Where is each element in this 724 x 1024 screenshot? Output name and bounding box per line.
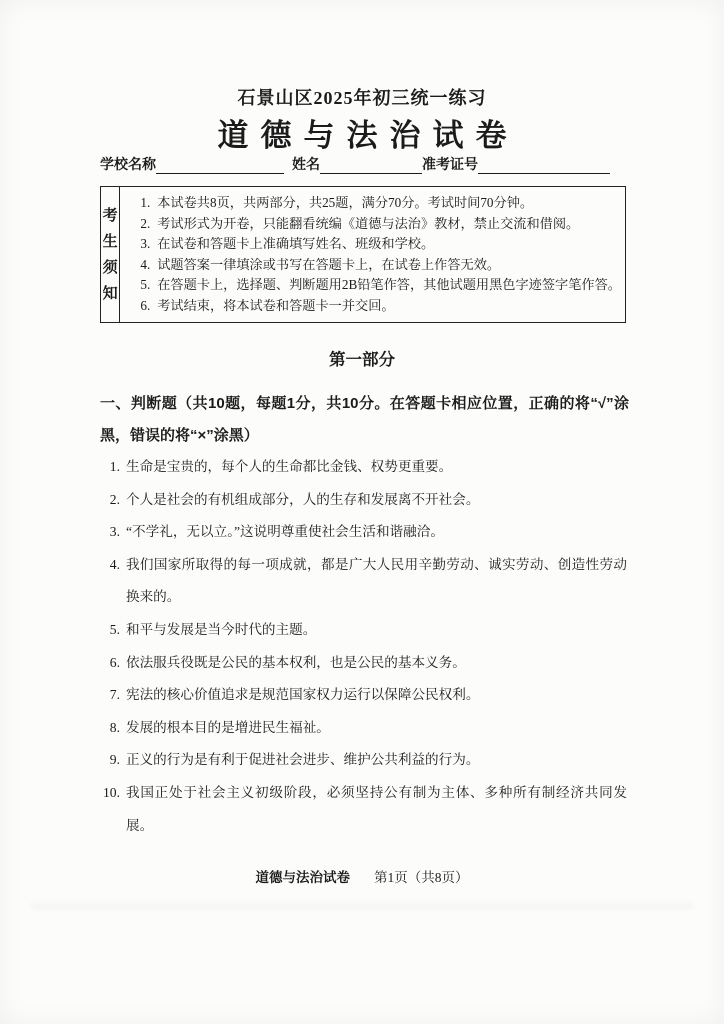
judgment-section-intro: 一、判断题（共10题，每题1分，共10分。在答题卡相应位置，正确的将“√”涂黑，错误的将“×”涂黑） — [100, 395, 629, 444]
notice-item-text: 试题答案一律填涂或书写在答题卡上，在试卷上作答无效。 — [157, 256, 501, 272]
district-header: 石景山区2025年初三统一练习 — [237, 88, 487, 108]
notice-item-text: 考试结束，将本试卷和答题卡一并交回。 — [157, 297, 395, 313]
notice-item — [132, 193, 621, 214]
question-row — [100, 777, 627, 842]
question-number: 2. — [109, 491, 120, 507]
question-number: 6. — [109, 654, 120, 670]
notice-item-number: 4. — [140, 256, 151, 272]
school-name-label: 学校名称 — [100, 156, 156, 172]
question-text: 正义的行为是有利于促进社会进步、维护公共利益的行为。 — [126, 752, 480, 768]
student-name-blank — [320, 157, 422, 174]
question-row — [100, 647, 627, 680]
question-number: 9. — [109, 752, 120, 768]
notice-item-number: 1. — [140, 195, 151, 210]
notice-item — [132, 275, 621, 296]
question-number: 8. — [109, 719, 120, 735]
page-title: 道德与法治试卷 — [217, 118, 519, 153]
question-row — [100, 549, 627, 614]
question-number: 7. — [109, 687, 120, 703]
question-text: 个人是社会的有机组成部分，人的生存和发展离不开社会。 — [126, 491, 480, 507]
question-number: 4. — [109, 556, 120, 572]
page-footer — [0, 866, 724, 886]
notice-item-number: 6. — [140, 297, 151, 313]
question-text: 和平与发展是当今时代的主题。 — [126, 621, 317, 637]
question-number: 1. — [109, 459, 120, 474]
question-number: 5. — [109, 621, 120, 637]
scan-artifact — [30, 902, 694, 910]
school-name-blank — [156, 157, 284, 174]
notice-item — [132, 214, 621, 235]
question-row — [100, 679, 627, 712]
notice-side-cell — [101, 187, 120, 322]
question-number: 10. — [103, 784, 120, 800]
notice-items — [120, 187, 625, 322]
footer-doc-title: 道德与法治试卷 — [255, 870, 350, 885]
question-text: 我国正处于社会主义初级阶段，必须坚持公有制为主体、多种所有制经济共同发展。 — [126, 784, 627, 833]
notice-item — [132, 296, 621, 317]
question-row — [100, 451, 627, 484]
footer-page-number: 第1页（共8页） — [374, 870, 469, 885]
notice-item-number: 2. — [140, 215, 151, 231]
candidate-notice-box — [100, 186, 626, 323]
notice-item-text: 考试形式为开卷，只能翻看统编《道德与法治》教材，禁止交流和借阅。 — [157, 215, 580, 231]
question-row — [100, 614, 627, 647]
notice-item-number: 5. — [140, 277, 151, 292]
notice-side-label: 考生须知 — [102, 206, 118, 302]
student-name-label: 姓名 — [292, 156, 320, 172]
question-row — [100, 516, 627, 549]
part-one-heading: 第一部分 — [329, 351, 395, 369]
notice-item — [132, 234, 621, 255]
notice-item-text: 在答题卡上，选择题、判断题用2B铅笔作答，其他试题用黑色字迹签字笔作答。 — [157, 277, 621, 292]
question-row — [100, 484, 627, 517]
notice-item-text: 本试卷共8页，共两部分，共25题，满分70分。考试时间70分钟。 — [157, 195, 534, 210]
question-row — [100, 744, 627, 777]
question-text: “不学礼，无以立。”这说明尊重使社会生活和谐融洽。 — [126, 524, 444, 540]
question-number: 3. — [109, 524, 120, 540]
notice-item-text: 在试卷和答题卡上准确填写姓名、班级和学校。 — [157, 236, 435, 251]
exam-id-label: 准考证号 — [422, 156, 478, 172]
question-text: 发展的根本目的是增进民生福祉。 — [126, 719, 330, 735]
student-info-row — [100, 154, 627, 174]
notice-item-number: 3. — [140, 236, 151, 251]
question-text: 生命是宝贵的，每个人的生命都比金钱、权势更重要。 — [126, 459, 453, 474]
question-text: 我们国家所取得的每一项成就，都是广大人民用辛勤劳动、诚实劳动、创造性劳动换来的。 — [126, 556, 627, 605]
exam-id-blank — [478, 157, 610, 174]
notice-item — [132, 255, 621, 276]
question-text: 宪法的核心价值追求是规范国家权力运行以保障公民权利。 — [126, 687, 480, 703]
question-text: 依法服兵役既是公民的基本权利，也是公民的基本义务。 — [126, 654, 466, 670]
question-list — [100, 451, 627, 842]
question-row — [100, 712, 627, 745]
